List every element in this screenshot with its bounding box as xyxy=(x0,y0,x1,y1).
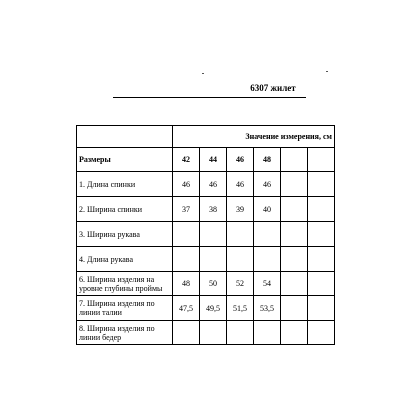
table-header-row xyxy=(77,126,335,148)
title-underline xyxy=(113,97,306,98)
size-cell: 48 xyxy=(254,148,281,172)
value-cell: 39 xyxy=(227,197,254,222)
sizes-row xyxy=(77,148,335,172)
value-cell xyxy=(308,172,335,197)
row-label: 2. Ширина спинки xyxy=(77,197,173,222)
value-cell: 37 xyxy=(173,197,200,222)
sizes-label: Размеры xyxy=(77,148,173,172)
value-cell xyxy=(308,321,335,345)
value-cell xyxy=(200,321,227,345)
value-cell: 53,5 xyxy=(254,296,281,321)
table-row xyxy=(77,321,335,345)
scan-speck xyxy=(326,71,328,72)
document-title: 6307 жилет xyxy=(250,83,296,93)
value-cell: 54 xyxy=(254,272,281,296)
value-cell xyxy=(281,321,308,345)
value-cell xyxy=(281,296,308,321)
value-cell xyxy=(281,197,308,222)
value-cell xyxy=(281,247,308,272)
table-row xyxy=(77,197,335,222)
value-cell: 48 xyxy=(173,272,200,296)
value-cell: 50 xyxy=(200,272,227,296)
value-cell xyxy=(173,321,200,345)
value-cell xyxy=(227,222,254,247)
blank-corner-cell xyxy=(77,126,173,148)
value-cell xyxy=(173,247,200,272)
value-cell: 46 xyxy=(200,172,227,197)
value-cell xyxy=(308,222,335,247)
size-chart-table xyxy=(76,125,335,345)
value-cell xyxy=(227,321,254,345)
value-cell xyxy=(173,222,200,247)
value-cell xyxy=(281,172,308,197)
size-cell: 46 xyxy=(227,148,254,172)
value-cell: 52 xyxy=(227,272,254,296)
size-cell xyxy=(308,148,335,172)
row-label: 3. Ширина рукава xyxy=(77,222,173,247)
value-cell xyxy=(227,247,254,272)
row-label: 6. Ширина изделия на уровне глубины проймы xyxy=(77,272,173,296)
value-cell xyxy=(254,321,281,345)
value-cell xyxy=(281,272,308,296)
row-label: 8. Ширина изделия по линии бедер xyxy=(77,321,173,345)
value-cell: 46 xyxy=(173,172,200,197)
row-label: 7. Ширина изделия по линии талии xyxy=(77,296,173,321)
value-cell xyxy=(254,222,281,247)
value-cell xyxy=(254,247,281,272)
table-row xyxy=(77,247,335,272)
value-cell xyxy=(308,247,335,272)
row-label: 4. Длина рукава xyxy=(77,247,173,272)
size-cell: 44 xyxy=(200,148,227,172)
value-cell: 46 xyxy=(254,172,281,197)
value-cell xyxy=(308,197,335,222)
value-cell xyxy=(308,272,335,296)
measure-header: Значение измерения, см xyxy=(173,126,335,148)
table-row xyxy=(77,272,335,296)
value-cell xyxy=(281,222,308,247)
value-cell: 38 xyxy=(200,197,227,222)
table-row xyxy=(77,172,335,197)
value-cell: 47,5 xyxy=(173,296,200,321)
value-cell xyxy=(308,296,335,321)
size-cell xyxy=(281,148,308,172)
row-label: 1. Длина спинки xyxy=(77,172,173,197)
table-row xyxy=(77,222,335,247)
value-cell xyxy=(200,247,227,272)
value-cell: 51,5 xyxy=(227,296,254,321)
scan-speck xyxy=(202,73,204,74)
value-cell: 49,5 xyxy=(200,296,227,321)
size-cell: 42 xyxy=(173,148,200,172)
table-row xyxy=(77,296,335,321)
value-cell xyxy=(200,222,227,247)
value-cell: 46 xyxy=(227,172,254,197)
value-cell: 40 xyxy=(254,197,281,222)
